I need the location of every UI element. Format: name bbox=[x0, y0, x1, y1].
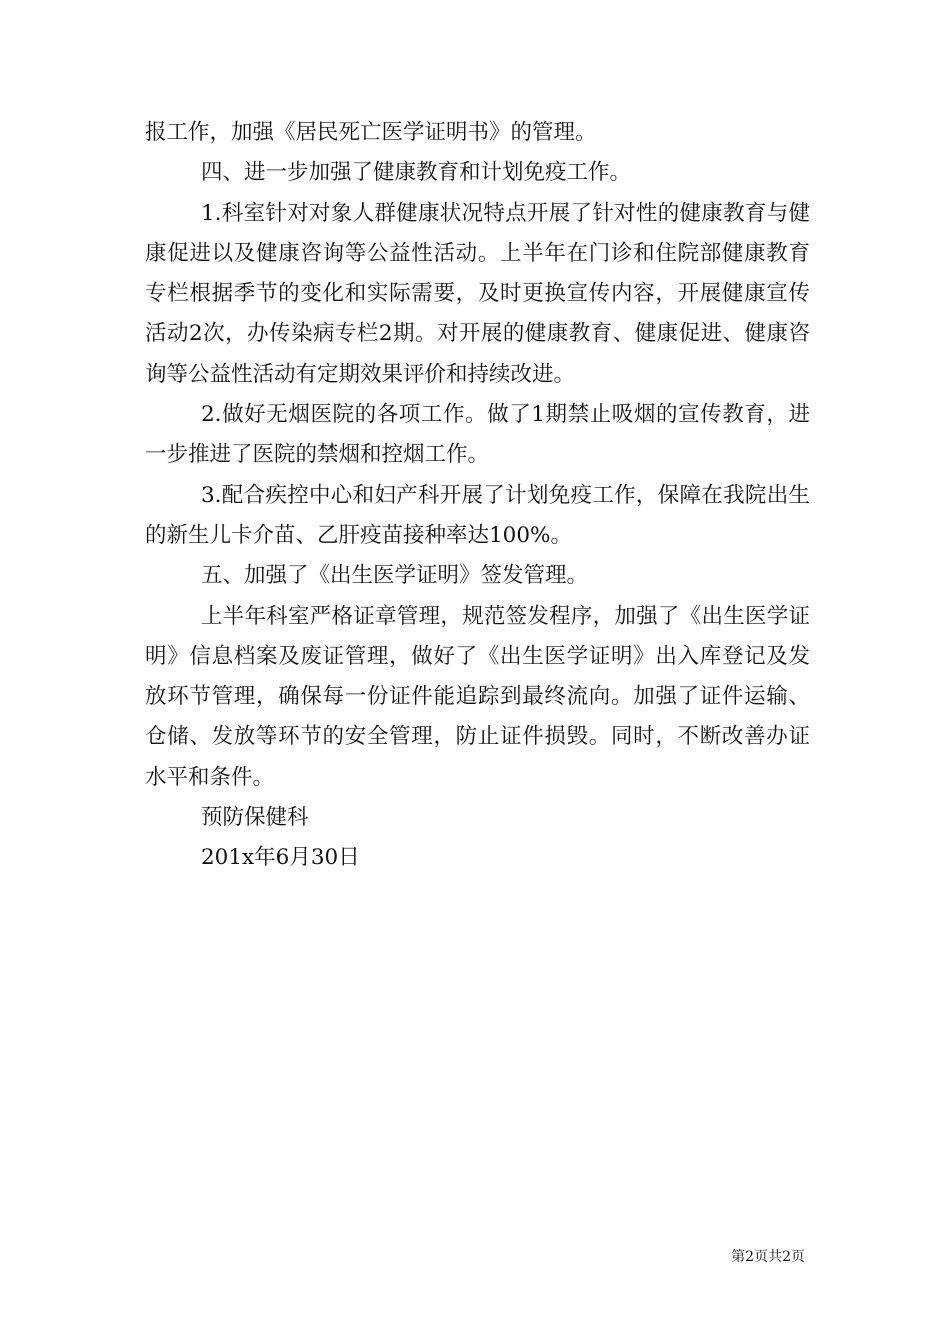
paragraph-section-5: 上半年科室严格证章管理，规范签发程序，加强了《出生医学证明》信息档案及废证管理，做好了《出生医学证明》出入库登记及发放环节管理，确保每一份证件能追踪到最终流向。加强了证件运输、仓储、发放等环节的安全管理，防止证件损毁。同时，不断改善办证水平和条件。 bbox=[145, 603, 810, 790]
page-number-label: 第2页共2页 bbox=[731, 1249, 805, 1265]
signature-department: 预防保健科 bbox=[201, 805, 309, 831]
paragraph-item-3: 3.配合疾控中心和妇产科开展了计划免疫工作，保障在我院出生的新生儿卡介苗、乙肝疫苗接种率达100%。 bbox=[145, 482, 810, 548]
section-heading-5: 五、加强了《出生医学证明》签发管理。 bbox=[201, 563, 589, 589]
section-heading-4: 四、进一步加强了健康教育和计划免疫工作。 bbox=[201, 160, 632, 186]
page-number-footer bbox=[731, 1248, 805, 1266]
paragraph-continuation: 报工作，加强《居民死亡医学证明书》的管理。 bbox=[145, 120, 597, 145]
paragraph-item-1: 1.科室针对对象人群健康状况特点开展了针对性的健康教育与健康促进以及健康咨询等公益性活动。上半年在门诊和住院部健康教育专栏根据季节的变化和实际需要，及时更换宣传内容，开展健康宣传活动2次，办传染病专栏2期。对开展的健康教育、健康促进、健康咨询等公益性活动有定期效果评价和持续改进。 bbox=[145, 200, 810, 387]
paragraph-item-2: 2.做好无烟医院的各项工作。做了1期禁止吸烟的宣传教育，进一步推进了医院的禁烟和控烟工作。 bbox=[145, 402, 810, 468]
document-body bbox=[145, 113, 810, 879]
signature-date: 201x年6月30日 bbox=[201, 845, 360, 871]
